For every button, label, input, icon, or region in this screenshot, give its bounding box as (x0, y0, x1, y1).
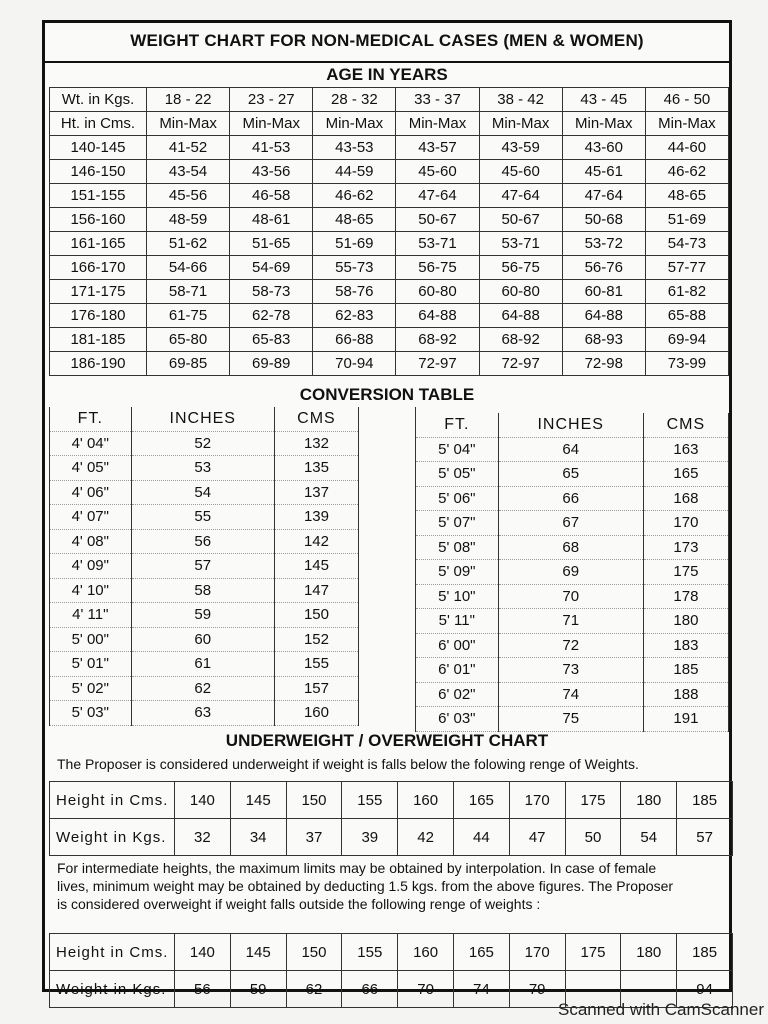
table-cell: 54-69 (230, 256, 313, 280)
table-cell: 37 (286, 819, 342, 856)
table-header-row (50, 88, 729, 112)
table-cell: 64-88 (479, 304, 562, 328)
table-cell: 32 (175, 819, 231, 856)
table-cell: 145 (230, 782, 286, 819)
table-cell: 66-88 (313, 328, 396, 352)
table-cell: 58 (131, 578, 274, 603)
height-row (50, 782, 733, 819)
table-cell: 4' 06" (50, 480, 132, 505)
table-cell: 68-93 (562, 328, 645, 352)
table-cell: 150 (274, 603, 358, 628)
table-cell: 62 (131, 676, 274, 701)
table-cell: 191 (643, 707, 728, 732)
table-cell: 175 (643, 560, 728, 585)
table-cell: 155 (342, 782, 398, 819)
table-row (50, 184, 729, 208)
table-cell: 180 (621, 934, 677, 971)
table-cell: 178 (643, 584, 728, 609)
conversion-table-right (415, 413, 729, 732)
table-cell: 188 (643, 682, 728, 707)
table-cell: 69-85 (147, 352, 230, 376)
table-cell: 69-94 (645, 328, 728, 352)
table-cell: 5' 01" (50, 652, 132, 677)
table-cell: 185 (677, 934, 733, 971)
table-header-cell: 33 - 37 (396, 88, 479, 112)
table-cell: 137 (274, 480, 358, 505)
table-cell: 57 (677, 819, 733, 856)
table-cell: 139 (274, 505, 358, 530)
table-cell: 180 (643, 609, 728, 634)
table-header-cell: Min-Max (147, 112, 230, 136)
table-cell: 60-80 (479, 280, 562, 304)
table-cell: 46-62 (645, 160, 728, 184)
table-cell: 74 (498, 682, 643, 707)
table-header-cell: Min-Max (396, 112, 479, 136)
table-cell: 5' 07" (416, 511, 499, 536)
table-cell: 48-65 (645, 184, 728, 208)
table-cell: 175 (565, 934, 621, 971)
table-cell: 53-72 (562, 232, 645, 256)
table-cell: 60-80 (396, 280, 479, 304)
table-cell: 66 (342, 971, 398, 1008)
table-cell: 180 (621, 782, 677, 819)
table-cell: 165 (453, 782, 509, 819)
table-cell: 59 (131, 603, 274, 628)
table-cell: 64-88 (396, 304, 479, 328)
table-cell: 48-65 (313, 208, 396, 232)
table-row (416, 682, 729, 707)
table-row (50, 160, 729, 184)
table-cell: 171-175 (50, 280, 147, 304)
table-cell: 185 (643, 658, 728, 683)
table-cell: 135 (274, 456, 358, 481)
table-row (416, 511, 729, 536)
table-cell: 4' 10" (50, 578, 132, 603)
table-row (50, 578, 359, 603)
table-row (50, 480, 359, 505)
table-cell: 146-150 (50, 160, 147, 184)
age-in-years-heading: AGE IN YEARS (326, 65, 448, 84)
table-cell: 65-80 (147, 328, 230, 352)
table-cell: 44-60 (645, 136, 728, 160)
table-row (50, 652, 359, 677)
table-cell: 4' 11" (50, 603, 132, 628)
table-cell: 46-58 (230, 184, 313, 208)
table-cell: 61 (131, 652, 274, 677)
overweight-table (49, 933, 733, 1008)
table-cell: 160 (274, 701, 358, 726)
table-cell: 39 (342, 819, 398, 856)
table-cell: 58-76 (313, 280, 396, 304)
table-cell: 43-59 (479, 136, 562, 160)
table-cell: 170 (643, 511, 728, 536)
table-cell: 62-78 (230, 304, 313, 328)
table-cell: 160 (398, 934, 454, 971)
table-cell: 60-81 (562, 280, 645, 304)
table-cell: 73-99 (645, 352, 728, 376)
table-cell: 170 (509, 782, 565, 819)
table-cell: 43-56 (230, 160, 313, 184)
table-header-cell: Min-Max (313, 112, 396, 136)
weight-table (49, 87, 729, 376)
table-cell: 150 (286, 934, 342, 971)
table-row (416, 707, 729, 732)
table-row (50, 505, 359, 530)
table-row (50, 529, 359, 554)
table-header-cell: INCHES (498, 413, 643, 437)
table-cell: 56 (175, 971, 231, 1008)
table-cell: 43-54 (147, 160, 230, 184)
table-cell: 43-57 (396, 136, 479, 160)
table-cell: 58-71 (147, 280, 230, 304)
table-cell: 5' 00" (50, 627, 132, 652)
table-cell: 51-69 (313, 232, 396, 256)
table-cell: 4' 09" (50, 554, 132, 579)
table-cell: 56-76 (562, 256, 645, 280)
table-cell: 71 (498, 609, 643, 634)
table-cell: 185 (677, 782, 733, 819)
table-cell: 45-56 (147, 184, 230, 208)
table-cell: 165 (643, 462, 728, 487)
conversion-table-heading: CONVERSION TABLE (299, 385, 475, 404)
table-row (50, 456, 359, 481)
table-cell: 145 (230, 934, 286, 971)
table-cell: 65-88 (645, 304, 728, 328)
table-cell: 51-62 (147, 232, 230, 256)
table-cell: 57 (131, 554, 274, 579)
table-cell: 5' 10" (416, 584, 499, 609)
table-cell: 53-71 (396, 232, 479, 256)
table-cell: 56-75 (396, 256, 479, 280)
table-cell: 58-73 (230, 280, 313, 304)
table-cell: 132 (274, 431, 358, 456)
table-cell: 156-160 (50, 208, 147, 232)
table-cell: 48-61 (230, 208, 313, 232)
table-cell: 67 (498, 511, 643, 536)
table-cell: 64 (498, 437, 643, 462)
table-cell: 140-145 (50, 136, 147, 160)
table-header-cell: CMS (274, 407, 358, 431)
conversion-table-left (49, 407, 359, 726)
table-cell: 50-67 (479, 208, 562, 232)
table-cell: 5' 06" (416, 486, 499, 511)
table-cell: 152 (274, 627, 358, 652)
table-cell: 70-94 (313, 352, 396, 376)
table-header-cell: Min-Max (645, 112, 728, 136)
table-cell: 62-83 (313, 304, 396, 328)
table-cell: 50-67 (396, 208, 479, 232)
table-cell: 5' 11" (416, 609, 499, 634)
note-line: lives, minimum weight may be obtained by deducting 1.5 kgs. from the above figures. The Proposer (57, 878, 674, 894)
table-cell: 50 (565, 819, 621, 856)
table-cell: 45-60 (396, 160, 479, 184)
table-header-cell: 46 - 50 (645, 88, 728, 112)
table-cell: 68-92 (396, 328, 479, 352)
table-cell: 175 (565, 782, 621, 819)
table-cell: 140 (175, 782, 231, 819)
table-cell: 47-64 (396, 184, 479, 208)
table-row (50, 328, 729, 352)
table-cell: 165 (453, 934, 509, 971)
table-row (416, 462, 729, 487)
table-cell: 51-69 (645, 208, 728, 232)
table-cell: 56-75 (479, 256, 562, 280)
table-cell: 43-53 (313, 136, 396, 160)
table-cell: 44 (453, 819, 509, 856)
table-cell: 44-59 (313, 160, 396, 184)
table-cell: 74 (453, 971, 509, 1008)
table-cell: 166-170 (50, 256, 147, 280)
height-row (50, 934, 733, 971)
table-cell: 168 (643, 486, 728, 511)
table-row (416, 584, 729, 609)
table-cell: 157 (274, 676, 358, 701)
table-row (50, 352, 729, 376)
table-cell: 72-98 (562, 352, 645, 376)
table-cell: 94 (677, 971, 733, 1008)
table-cell: 68 (498, 535, 643, 560)
table-row (50, 304, 729, 328)
table-header-cell: Min-Max (479, 112, 562, 136)
table-cell: 72 (498, 633, 643, 658)
table-cell: 64-88 (562, 304, 645, 328)
table-header-cell: CMS (643, 413, 728, 437)
table-cell: 6' 03" (416, 707, 499, 732)
table-cell: 72-97 (479, 352, 562, 376)
table-cell: 70 (498, 584, 643, 609)
table-cell: 69-89 (230, 352, 313, 376)
underweight-intro: The Proposer is considered underweight if weight is falls below the folowing renge of Weights. (57, 756, 639, 772)
table-cell: 53 (131, 456, 274, 481)
weight-row (50, 819, 733, 856)
table-cell: 42 (398, 819, 454, 856)
table-header-cell: 38 - 42 (479, 88, 562, 112)
table-cell: 173 (643, 535, 728, 560)
table-header-cell: 23 - 27 (230, 88, 313, 112)
table-cell: 47 (509, 819, 565, 856)
row-label: Weight in Kgs. (50, 819, 175, 856)
table-header-cell: FT. (416, 413, 499, 437)
table-row (416, 535, 729, 560)
table-row (50, 136, 729, 160)
table-cell: 45-60 (479, 160, 562, 184)
table-header-cell: Wt. in Kgs. (50, 88, 147, 112)
table-cell: 54 (621, 819, 677, 856)
table-header-cell: Ht. in Cms. (50, 112, 147, 136)
table-cell: 62 (286, 971, 342, 1008)
underweight-table (49, 781, 733, 856)
table-cell: 5' 08" (416, 535, 499, 560)
divider (45, 61, 729, 63)
table-cell: 65 (498, 462, 643, 487)
table-cell: 48-59 (147, 208, 230, 232)
table-cell: 6' 00" (416, 633, 499, 658)
table-row (50, 431, 359, 456)
table-cell: 55 (131, 505, 274, 530)
table-cell: 54-66 (147, 256, 230, 280)
table-cell: 34 (230, 819, 286, 856)
table-cell: 65-83 (230, 328, 313, 352)
table-cell: 70 (398, 971, 454, 1008)
table-cell: 59 (230, 971, 286, 1008)
table-cell: 43-60 (562, 136, 645, 160)
table-cell: 66 (498, 486, 643, 511)
row-label: Weight in Kgs. (50, 971, 175, 1008)
scanner-watermark: Scanned with CamScanner (557, 1000, 764, 1019)
table-row (50, 208, 729, 232)
table-header-cell: FT. (50, 407, 132, 431)
table-cell: 6' 02" (416, 682, 499, 707)
table-cell: 52 (131, 431, 274, 456)
table-row (50, 603, 359, 628)
table-cell: 4' 04" (50, 431, 132, 456)
table-cell: 55-73 (313, 256, 396, 280)
table-row (416, 560, 729, 585)
table-cell: 5' 05" (416, 462, 499, 487)
table-header-cell: 43 - 45 (562, 88, 645, 112)
table-cell: 41-52 (147, 136, 230, 160)
table-header-row (416, 413, 729, 437)
table-cell: 183 (643, 633, 728, 658)
table-cell: 60 (131, 627, 274, 652)
note-line: For intermediate heights, the maximum limits may be obtained by interpolation. In case of female (57, 860, 657, 876)
table-cell: 53-71 (479, 232, 562, 256)
table-cell: 155 (274, 652, 358, 677)
table-cell: 170 (509, 934, 565, 971)
table-row (416, 609, 729, 634)
table-cell: 61-82 (645, 280, 728, 304)
underweight-overweight-heading: UNDERWEIGHT / OVERWEIGHT CHART (225, 731, 549, 750)
table-cell: 161-165 (50, 232, 147, 256)
table-cell: 150 (286, 782, 342, 819)
weight-chart-sheet (42, 20, 732, 998)
table-header-row (50, 112, 729, 136)
table-cell: 54-73 (645, 232, 728, 256)
table-cell: 50-68 (562, 208, 645, 232)
table-row (50, 256, 729, 280)
table-cell: 5' 02" (50, 676, 132, 701)
table-cell: 160 (398, 782, 454, 819)
table-header-row (50, 407, 359, 431)
table-row (416, 658, 729, 683)
table-row (50, 676, 359, 701)
note-line: is considered overweight if weight falls outside the following renge of weights : (57, 896, 541, 912)
table-cell: 4' 08" (50, 529, 132, 554)
table-cell: 176-180 (50, 304, 147, 328)
table-header-cell: 28 - 32 (313, 88, 396, 112)
table-header-cell: INCHES (131, 407, 274, 431)
table-row (416, 437, 729, 462)
table-cell: 5' 03" (50, 701, 132, 726)
table-row (50, 232, 729, 256)
table-row (50, 701, 359, 726)
table-cell: 163 (643, 437, 728, 462)
table-cell: 142 (274, 529, 358, 554)
table-cell: 54 (131, 480, 274, 505)
table-row (50, 554, 359, 579)
row-label: Height in Cms. (50, 782, 175, 819)
table-cell: 47-64 (562, 184, 645, 208)
page-title: WEIGHT CHART FOR NON-MEDICAL CASES (MEN & WOMEN) (130, 31, 644, 50)
table-cell: 51-65 (230, 232, 313, 256)
table-row (416, 633, 729, 658)
table-cell: 5' 04" (416, 437, 499, 462)
table-cell: 69 (498, 560, 643, 585)
table-cell: 5' 09" (416, 560, 499, 585)
row-label: Height in Cms. (50, 934, 175, 971)
table-cell: 47-64 (479, 184, 562, 208)
table-cell: 145 (274, 554, 358, 579)
table-cell: 61-75 (147, 304, 230, 328)
table-cell: 147 (274, 578, 358, 603)
table-cell: 45-61 (562, 160, 645, 184)
table-cell: 79 (509, 971, 565, 1008)
table-cell: 4' 07" (50, 505, 132, 530)
table-header-cell: Min-Max (230, 112, 313, 136)
table-cell: 181-185 (50, 328, 147, 352)
table-header-cell: Min-Max (562, 112, 645, 136)
table-cell: 155 (342, 934, 398, 971)
table-cell: 46-62 (313, 184, 396, 208)
table-row (50, 627, 359, 652)
table-cell: 151-155 (50, 184, 147, 208)
table-cell: 186-190 (50, 352, 147, 376)
table-row (50, 280, 729, 304)
table-cell: 68-92 (479, 328, 562, 352)
table-header-cell: 18 - 22 (147, 88, 230, 112)
table-cell: 63 (131, 701, 274, 726)
table-cell: 72-97 (396, 352, 479, 376)
table-cell: 140 (175, 934, 231, 971)
table-cell: 6' 01" (416, 658, 499, 683)
table-cell: 57-77 (645, 256, 728, 280)
table-row (416, 486, 729, 511)
table-cell: 4' 05" (50, 456, 132, 481)
table-cell: 73 (498, 658, 643, 683)
table-cell: 75 (498, 707, 643, 732)
table-cell: 41-53 (230, 136, 313, 160)
table-cell: 56 (131, 529, 274, 554)
